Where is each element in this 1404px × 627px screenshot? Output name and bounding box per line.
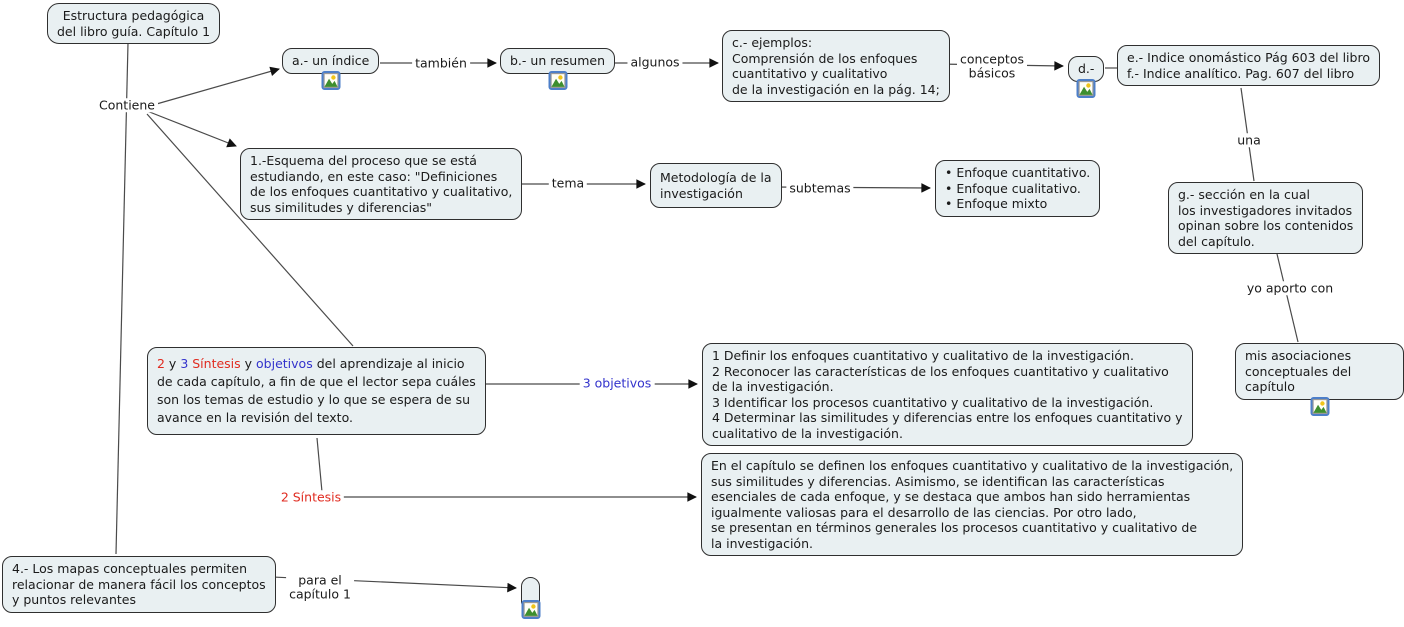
node-enfoques-text: • Enfoque cuantitativo. • Enfoque cualitativo. • Enfoque mixto (945, 165, 1091, 211)
link-label-dos-sintesis[interactable]: 2 Síntesis (278, 490, 344, 504)
link-label-subtemas[interactable]: subtemas (786, 181, 853, 195)
node-sintesis-objetivos-objetivos: objetivos (256, 356, 313, 371)
link-label-contiene[interactable]: Contiene (96, 98, 158, 112)
node-objetivos-lista-text: 1 Definir los enfoques cuantitativo y cualitativo de la investigación. 2 Reconocer las características de los enfoques cuantitativo y cualitativo de la investigación. 3 Identificar los procesos cuantitativo y cualitativo de la investigación. 4 Determinar las similitudes y diferencias entre los enfoques cuantitativo y cualitativo de la investigación. (712, 348, 1183, 441)
node-indice[interactable] (282, 48, 379, 74)
node-asociaciones[interactable] (1235, 343, 1404, 400)
link-g-to-asociaciones (1277, 254, 1298, 342)
node-esquema[interactable] (240, 148, 522, 220)
image-resource-icon[interactable] (521, 600, 540, 619)
node-d-text: d.- (1078, 61, 1095, 76)
link-label-tambien[interactable]: también (412, 56, 470, 70)
node-objetivos-lista[interactable] (702, 343, 1193, 446)
node-resumen[interactable] (500, 48, 615, 74)
image-resource-icon[interactable] (548, 71, 567, 90)
link-label-tres-objetivos[interactable]: 3 objetivos (580, 376, 655, 390)
node-root[interactable] (47, 3, 220, 44)
node-indice-text: a.- un índice (292, 53, 370, 68)
link-label-conceptos-basicos[interactable]: conceptos básicos (957, 53, 1027, 80)
image-resource-icon[interactable] (321, 71, 340, 90)
node-sintesis-objetivos-y1: y (164, 356, 181, 371)
node-indices-ef[interactable] (1117, 45, 1380, 86)
node-ejemplos[interactable] (722, 30, 950, 102)
node-recurso-capitulo1[interactable] (521, 577, 540, 606)
node-mapas[interactable] (2, 556, 276, 613)
link-label-yo-aporto[interactable]: yo aporto con (1244, 281, 1336, 295)
node-indices-ef-text: e.- Indice onomástico Pág 603 del libro f.- Indice analítico. Pag. 607 del libro (1127, 50, 1370, 81)
image-resource-icon[interactable] (1077, 79, 1096, 98)
image-resource-icon[interactable] (1310, 397, 1329, 416)
node-enfoques[interactable] (935, 160, 1100, 217)
node-root-text: Estructura pedagógica del libro guía. Capítulo 1 (57, 8, 211, 39)
node-sintesis-texto[interactable] (701, 453, 1243, 556)
node-sintesis-texto-text: En el capítulo se definen los enfoques cuantitativo y cualitativo de la investigación, sus similitudes y diferencias. Asimismo, se identifican las características esenciales de cada enfoque, y se destaca que ambos han sido herramientas igualmente valiosas para el desarrollo de las ciencias. Por otro lado, se presentan en términos generales los procesos cuantitativo y cualitativo de la investigación. (711, 458, 1234, 551)
node-seccion-g-text: g.- sección en la cual los investigadores invitados opinan sobre los contenidos del capítulo. (1178, 187, 1354, 249)
link-root-to-mapas (116, 43, 128, 554)
node-d[interactable] (1068, 56, 1104, 82)
link-contiene-to-indice (146, 69, 279, 107)
node-ejemplos-text: c.- ejemplos: Comprensión de los enfoques cuantitativo y cualitativo de la investigación en la pág. 14; (732, 35, 940, 97)
node-esquema-text: 1.-Esquema del proceso que se está estudiando, en este caso: "Definiciones de los enfoques cuantitativo y cualitativo, sus similitudes y diferencias" (250, 153, 513, 215)
link-label-tema[interactable]: tema (549, 176, 587, 190)
link-label-algunos[interactable]: algunos (627, 55, 682, 69)
node-sintesis-objetivos-resto: del aprendizaje al inicio de cada capítulo, a fin de que el lector sepa cuáles son los temas de estudio y lo que se espera de su avance en la revisión del texto. (157, 356, 476, 425)
node-metodologia[interactable] (650, 163, 782, 208)
node-seccion-g[interactable] (1168, 182, 1363, 254)
node-sintesis-objetivos-num2: 2 (157, 356, 165, 371)
node-sintesis-objetivos-y2: y (240, 356, 257, 371)
node-sintesis-objetivos[interactable] (147, 347, 486, 435)
node-mapas-text: 4.- Los mapas conceptuales permiten relacionar de manera fácil los conceptos y puntos relevantes (12, 561, 266, 607)
node-asociaciones-text: mis asociaciones conceptuales del capítulo (1245, 348, 1352, 394)
node-sintesis-objetivos-num3: 3 (180, 356, 189, 371)
link-label-para-el[interactable]: para el capítulo 1 (286, 574, 354, 601)
node-sintesis-objetivos-sintesis: Síntesis (192, 356, 241, 371)
node-metodologia-text: Metodología de la investigación (660, 170, 772, 201)
node-resumen-text: b.- un resumen (510, 53, 605, 68)
link-label-una[interactable]: una (1234, 133, 1264, 147)
link-down-to-dos-sintesis (317, 438, 322, 492)
